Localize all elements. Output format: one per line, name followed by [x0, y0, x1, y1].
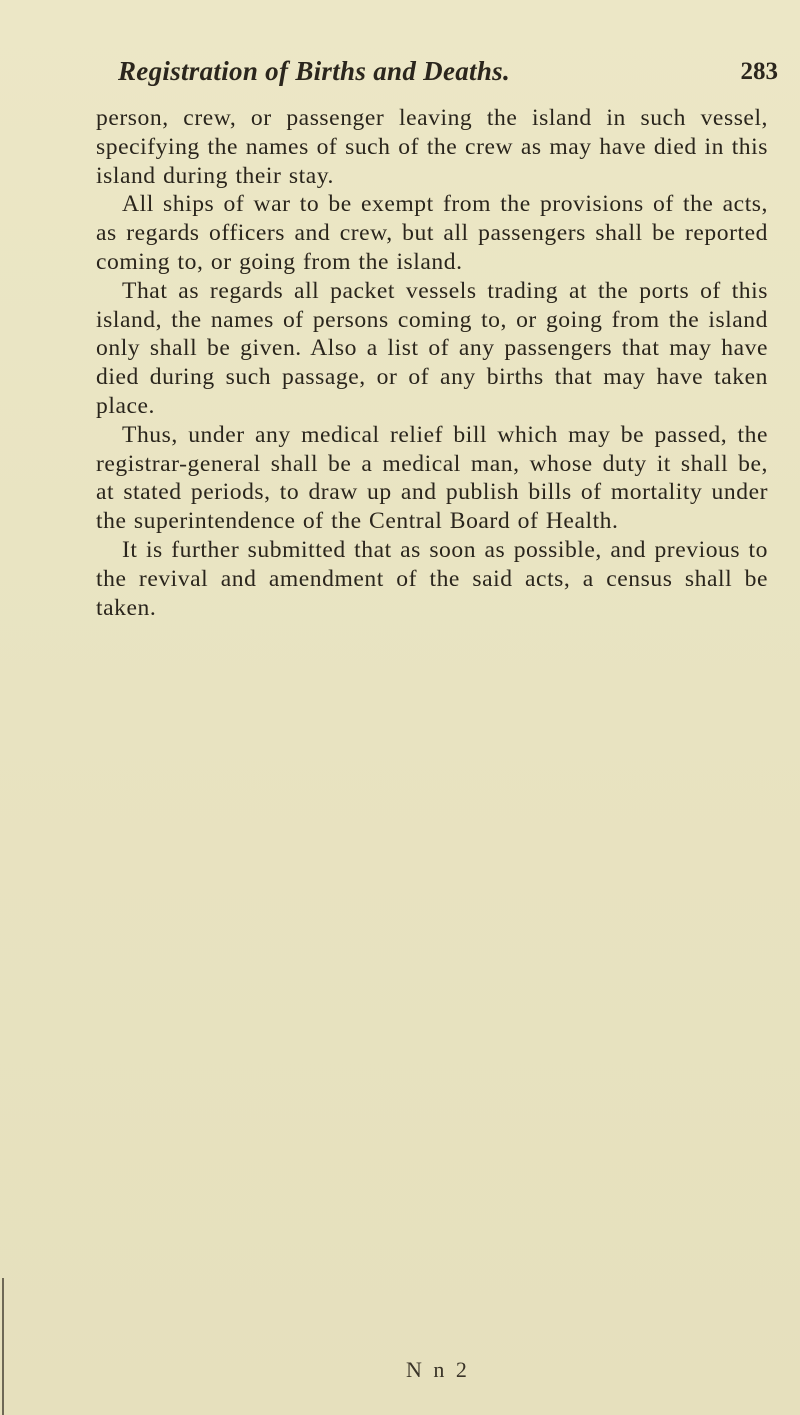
paragraph-medical-relief: Thus, under any medical relief bill which may be passed, the registrar-general shall be a medical man, whose duty it shall be, at stated periods, to draw up and publish bills of mortality under the superintendence of the Central Board of Health. [96, 421, 768, 535]
signature-mark: N n 2 [406, 1357, 470, 1382]
paragraph-continuation: person, crew, or passenger leaving the island in such vessel, specifying the names of such of the crew as may have died in this island during their stay. [96, 105, 768, 189]
paragraph-census: It is further submitted that as soon as possible, and previous to the revival and amendment of the said acts, a census shall be taken. [96, 536, 768, 621]
paragraph-packet-vessels: That as regards all packet vessels trading at the ports of this island, the names of persons coming to, or going from the island only shall be given. Also a list of any passengers that may have died during such passage, or of any births that may have taken place. [96, 277, 768, 419]
running-title: Registration of Births and Deaths. [118, 56, 511, 86]
page-number: 283 [740, 58, 778, 85]
running-head [118, 56, 778, 92]
body-text [96, 104, 768, 622]
page-edge-shadow [2, 1278, 4, 1415]
paragraph-ships-of-war: All ships of war to be exempt from the provisions of the acts, as regards officers and crew, but all passengers shall be reported coming to, or going from the island. [96, 191, 768, 275]
